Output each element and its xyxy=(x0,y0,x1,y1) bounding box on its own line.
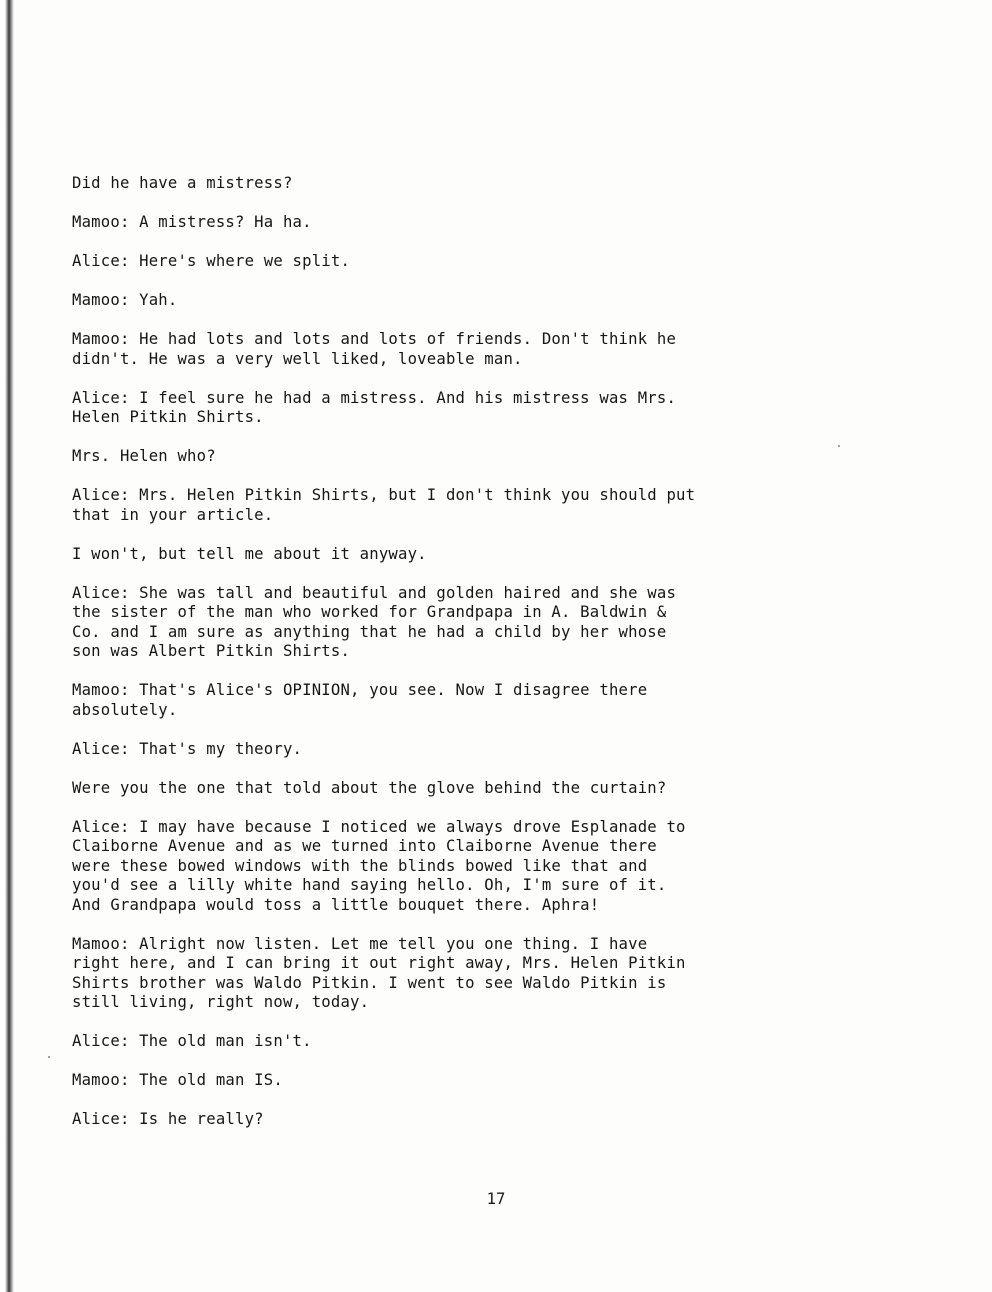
paragraph-10: Alice: She was tall and beautiful and golden haired and she was the sister of the man who worked for Grandpapa in A. Baldwin & Co. and I am sure as anything that he had a child by her whose son was Albert Pitkin Shirts. xyxy=(72,583,677,660)
paragraph-3: Alice: Here's where we split. xyxy=(72,252,351,270)
paragraph-7: Mrs. Helen who? xyxy=(72,447,216,465)
paragraph-9: I won't, but tell me about it anyway. xyxy=(72,544,427,563)
paragraph-18: Alice: Is he really? xyxy=(72,1110,264,1128)
paragraph-11: Mamoo: That's Alice's OPINION, you see. Now I disagree there absolutely. xyxy=(72,681,648,719)
paragraph-15: Mamoo: Alright now listen. Let me tell you one thing. I have right here, and I can bring it out right away, Mrs. Helen Pitkin Shirts brother was Waldo Pitkin. I went to see Waldo Pitkin is still living, right now, today. xyxy=(72,934,686,1011)
paragraph-14: Alice: I may have because I noticed we always drove Esplanade to Claiborne Avenue and as we turned into Claiborne Avenue there were these bowed windows with the blinds bowed like that and you'd see a lilly white hand saying hello. Oh, I'm sure of it. And Grandpapa would toss a little bouquet there. Aphra! xyxy=(72,817,686,914)
paragraph-5: Mamoo: He had lots and lots and lots of friends. Don't think he didn't. He was a very well liked, loveable man. xyxy=(72,330,677,368)
scan-speck xyxy=(48,1056,50,1058)
page-number: 17 xyxy=(486,1190,506,1208)
transcript-body xyxy=(72,174,862,1149)
paragraph-16: Alice: The old man isn't. xyxy=(72,1032,312,1050)
paragraph-1: Did he have a mistress? xyxy=(72,174,293,192)
paragraph-2: Mamoo: A mistress? Ha ha. xyxy=(72,213,312,231)
scan-speck xyxy=(838,445,840,447)
paragraph-8: Alice: Mrs. Helen Pitkin Shirts, but I don't think you should put that in your article. xyxy=(72,486,696,524)
paragraph-12: Alice: That's my theory. xyxy=(72,739,303,758)
paragraph-17: Mamoo: The old man IS. xyxy=(72,1071,283,1089)
paragraph-6: Alice: I feel sure he had a mistress. And his mistress was Mrs. Helen Pitkin Shirts. xyxy=(72,388,677,426)
binding-edge xyxy=(0,0,14,1292)
paragraph-13: Were you the one that told about the glove behind the curtain? xyxy=(72,778,667,797)
paragraph-4: Mamoo: Yah. xyxy=(72,291,178,309)
